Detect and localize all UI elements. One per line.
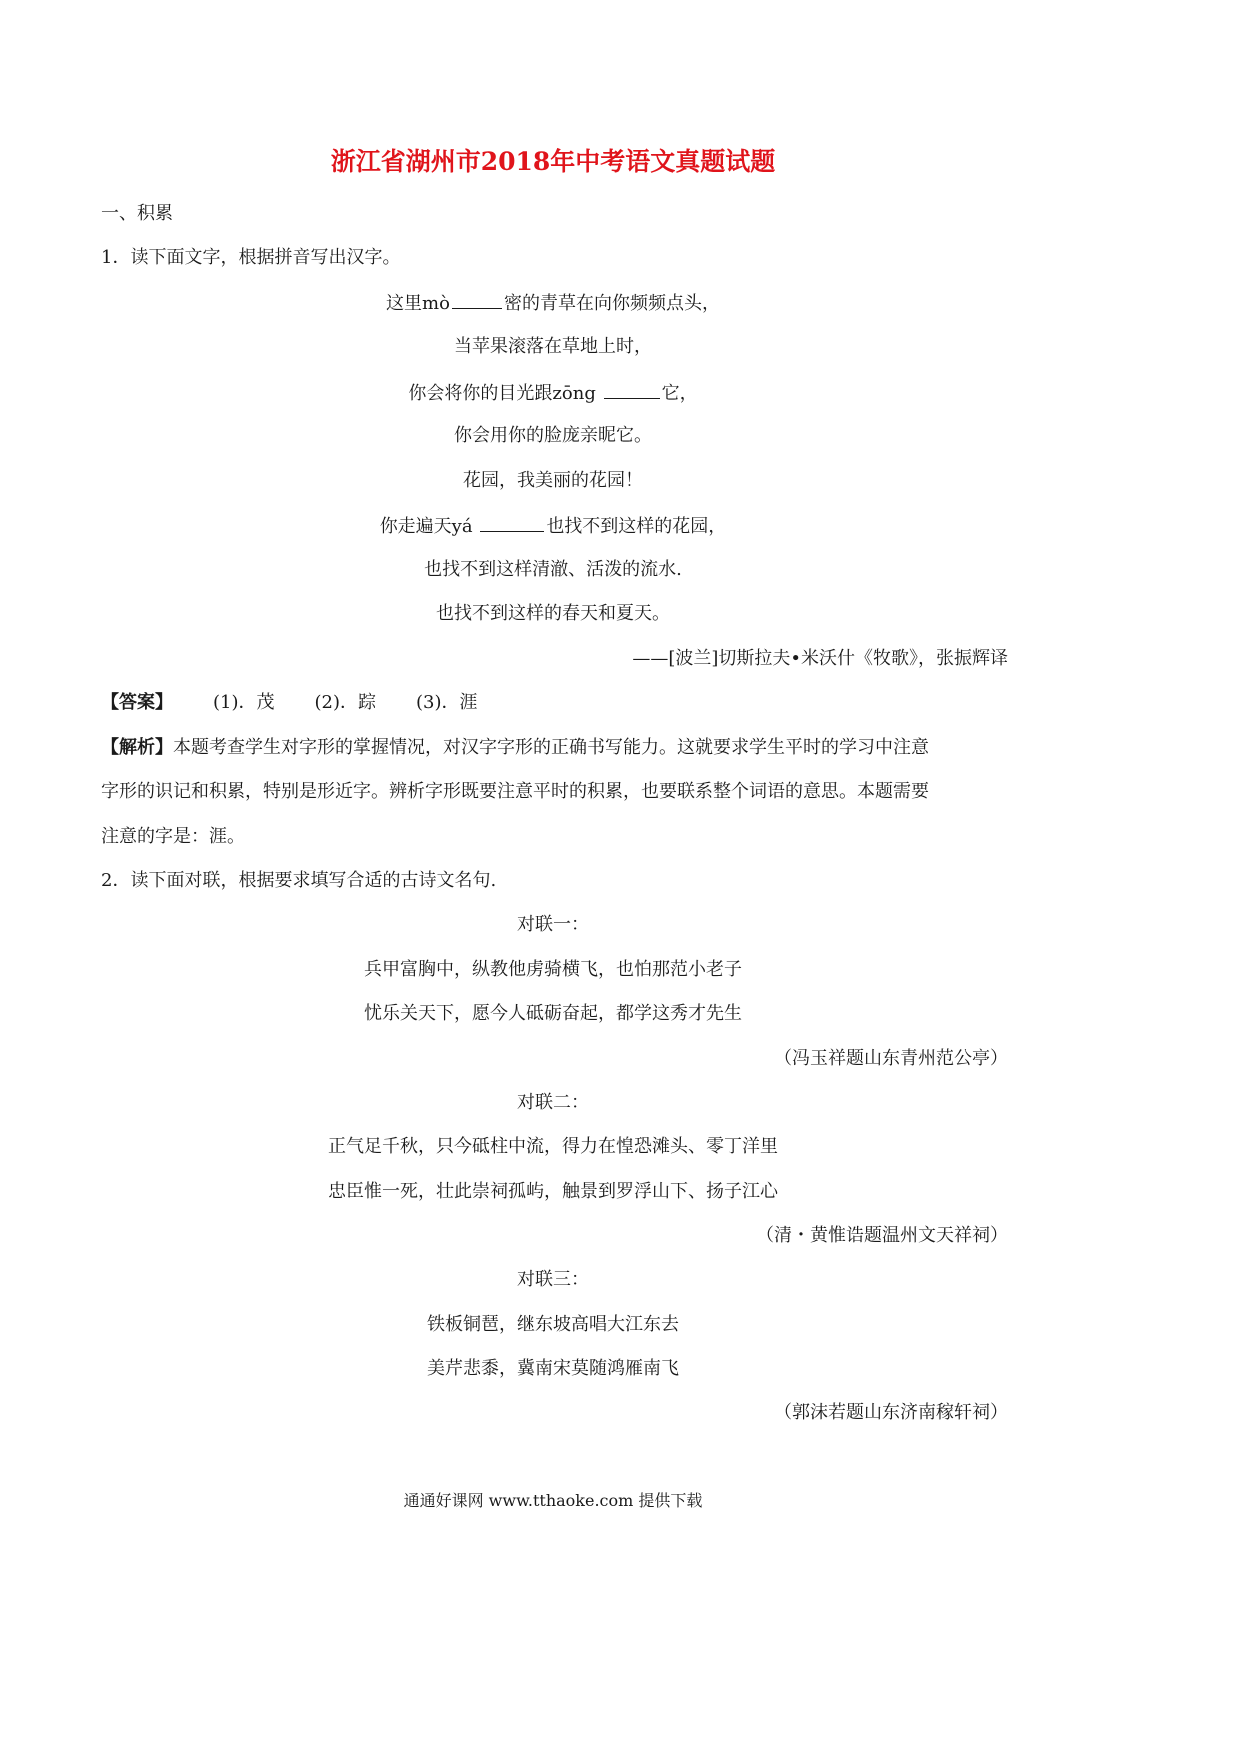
poem-line-6-end: 也找不到这样的花园， (546, 516, 727, 537)
poem-line-3-start: 你会将你的目光跟zōng (408, 383, 602, 404)
answer-3: (3)．涯 (416, 692, 478, 713)
fill-blank-2 (604, 380, 660, 399)
section-heading: 一、积累 (101, 203, 173, 224)
poem-line-1-end: 密的青草在向你频频点头， (503, 293, 720, 314)
poem-line-3 (0, 380, 1106, 406)
fill-blank-3 (480, 513, 544, 532)
analysis-line-3: 注意的字是：涯。 (101, 826, 245, 847)
document-title: 浙江省湖州市2018年中考语文真题试题 (330, 147, 776, 176)
analysis-label: 【解析】 (101, 737, 173, 758)
couplet-3-source: （郭沫若题山东济南稼轩祠） (774, 1402, 1008, 1423)
question-1-prompt: 1．读下面文字，根据拼音写出汉字。 (101, 247, 401, 268)
couplet-3-label: 对联三： (517, 1269, 589, 1290)
couplet-1-upper: 兵甲富胸中，纵教他虏骑横飞，也怕那范小老子 (364, 959, 742, 980)
analysis-line-1 (101, 736, 929, 760)
couplet-1-label: 对联一： (517, 914, 589, 935)
answer-2: (2)．踪 (314, 692, 376, 713)
poem-line-7: 也找不到这样清澈、活泼的流水. (424, 559, 682, 580)
question-2-prompt: 2．读下面对联，根据要求填写合适的古诗文名句. (101, 870, 497, 891)
poem-source: ——[波兰]切斯拉夫•米沃什《牧歌》，张振辉译 (632, 648, 1008, 669)
answer-label: 【答案】 (101, 692, 173, 713)
couplet-2-lower: 忠臣惟一死，壮此崇祠孤屿，触景到罗浮山下、扬子江心 (328, 1181, 778, 1202)
poem-line-8: 也找不到这样的春天和夏天。 (436, 603, 670, 624)
answer-row (101, 691, 478, 715)
poem-line-3-end: 它， (661, 383, 698, 404)
couplet-1-lower: 忧乐关天下，愿今人砥砺奋起，都学这秀才先生 (364, 1003, 742, 1024)
page-footer: 通通好课网 www.tthaoke.com 提供下载 (403, 1491, 703, 1510)
answer-1: (1)．茂 (213, 692, 275, 713)
analysis-line-2: 字形的识记和积累，特别是形近字。辨析字形既要注意平时的积累，也要联系整个词语的意思。本题需要 (101, 781, 929, 802)
couplet-1-source: （冯玉祥题山东青州范公亭） (774, 1048, 1008, 1069)
poem-line-5: 花园，我美丽的花园！ (463, 470, 643, 491)
fill-blank-1 (452, 290, 502, 309)
couplet-3-upper: 铁板铜琶，继东坡高唱大江东去 (427, 1314, 679, 1335)
couplet-2-source: （清・黄惟诰题温州文天祥祠） (756, 1225, 1008, 1246)
poem-line-1-start: 这里mò (386, 293, 450, 314)
couplet-2-label: 对联二： (517, 1092, 589, 1113)
poem-line-2: 当苹果滚落在草地上时， (454, 336, 652, 357)
poem-line-6 (0, 513, 1106, 539)
couplet-2-upper: 正气足千秋，只今砥柱中流，得力在惶恐滩头、零丁洋里 (328, 1136, 778, 1157)
analysis-text-1: 本题考查学生对字形的掌握情况，对汉字字形的正确书写能力。这就要求学生平时的学习中注意 (173, 737, 929, 758)
couplet-3-lower: 美芹悲黍，冀南宋莫随鸿雁南飞 (427, 1358, 679, 1379)
poem-line-4: 你会用你的脸庞亲昵它。 (454, 425, 652, 446)
poem-line-6-start: 你走遍天yá (379, 516, 479, 537)
poem-line-1 (0, 290, 1106, 316)
